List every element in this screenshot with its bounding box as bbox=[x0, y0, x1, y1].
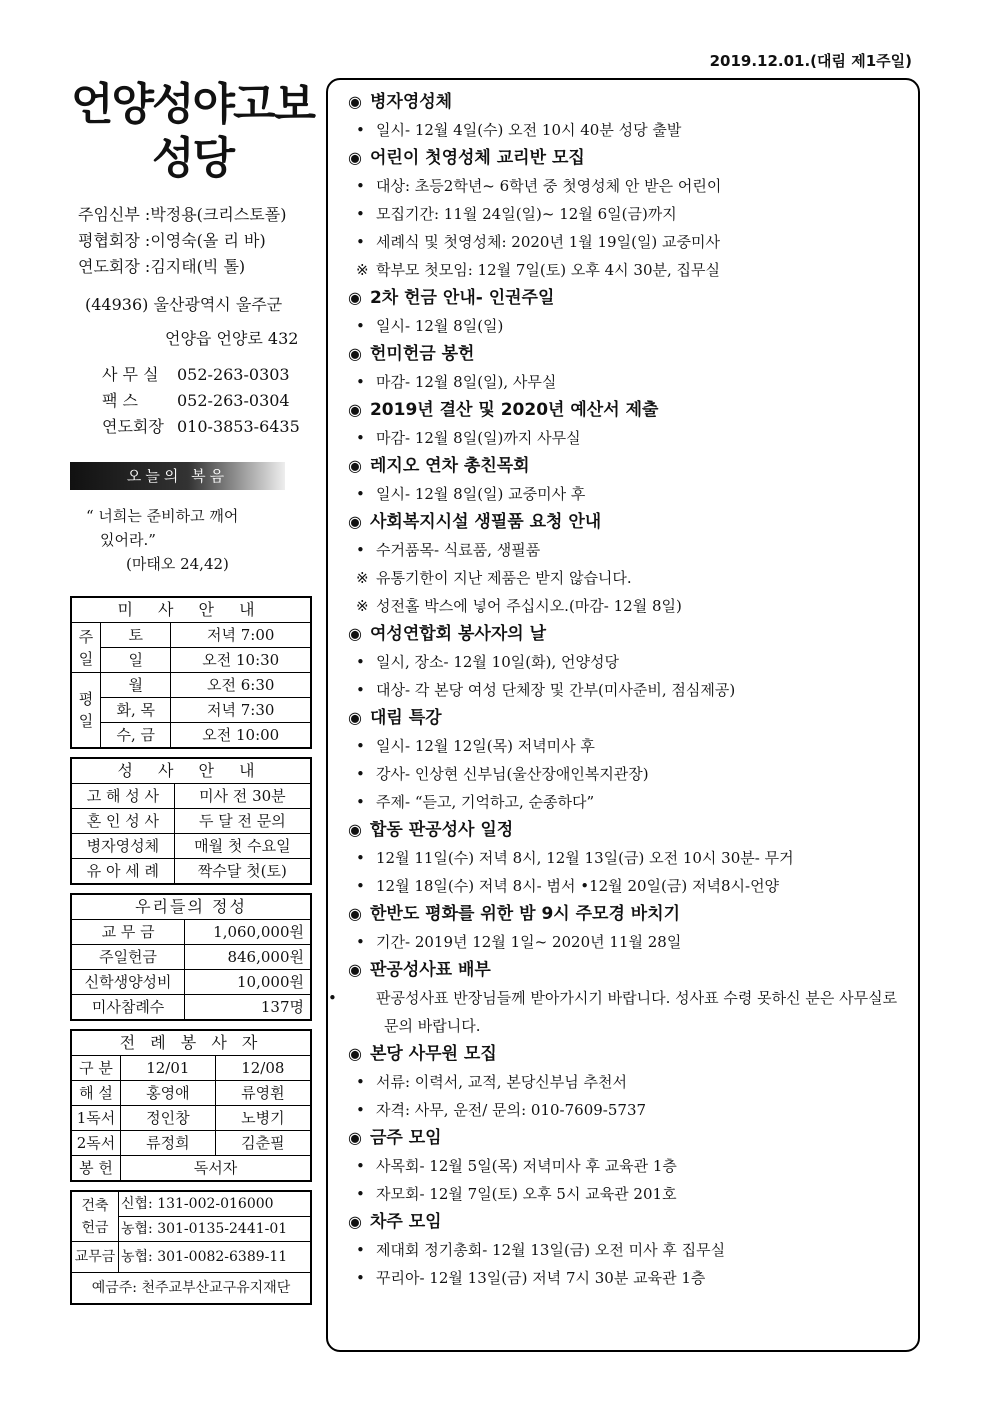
account-table: 건축 헌금 신협: 131-002-016000 농협: 301-0135-2441-01 교무금 농협: 301-0082-6389-11 예금주: 천주교부산교구유지재단 bbox=[70, 1190, 312, 1305]
notice-title: ◉ 헌미헌금 봉헌 bbox=[348, 344, 475, 364]
gospel-header: 오늘의 복음 bbox=[70, 462, 285, 490]
contact-row: 사 무 실 052-263-0303 bbox=[102, 365, 290, 384]
notice-title: ◉ 대림 특강 bbox=[348, 708, 442, 728]
notice-line: • 마감- 12월 8일(일), 사무실 bbox=[356, 373, 557, 391]
address: (44936) 울산광역시 울주군 언양읍 언양로 432 bbox=[85, 295, 299, 348]
notice-line: • 일시- 12월 12일(목) 저녁미사 후 bbox=[356, 737, 595, 755]
notice-title: ◉ 사회복지시설 생필품 요청 안내 bbox=[348, 512, 602, 532]
contact-list bbox=[70, 362, 315, 440]
notice-title: ◉ 레지오 연차 총친목회 bbox=[348, 456, 530, 476]
bullseye-icon: ◉ bbox=[348, 960, 362, 979]
notice-line: • 마감- 12월 8일(일)까지 사무실 bbox=[356, 429, 581, 447]
notice-line: • 12월 11일(수) 저녁 8시, 12월 13일(금) 오전 10시 30분- 무거 bbox=[356, 849, 794, 867]
notice-line: • 세례식 및 첫영성체: 2020년 1월 19일(일) 교중미사 bbox=[356, 233, 721, 251]
notice-title: ◉ 여성연합회 봉사자의 날 bbox=[348, 624, 547, 644]
notice-line: • 일시- 12월 8일(일) 교중미사 후 bbox=[356, 485, 586, 503]
notice-title: ◉ 병자영성체 bbox=[348, 92, 453, 112]
issue-date: 2019.12.01.(대림 제1주일) bbox=[709, 52, 912, 70]
bullseye-icon: ◉ bbox=[348, 288, 362, 307]
sacrament-table: 성 사 안 내 고 해 성 사 미사 전 30분 혼 인 성 사 두 달 전 문의 병자영성체 매월 첫 수요일 유 아 세 례 짝수달 첫(토) bbox=[70, 757, 312, 885]
staff-row: 연도회장 :김지태(빅 톨) bbox=[78, 257, 246, 276]
notice-line: • 사목회- 12월 5일(목) 저녁미사 후 교육관 1층 bbox=[356, 1157, 677, 1175]
notice-line: • 주제- “듣고, 기억하고, 순종하다” bbox=[356, 793, 595, 811]
notice-line: • 대상- 각 본당 여성 단체장 및 간부(미사준비, 점심제공) bbox=[356, 681, 736, 699]
parish-title bbox=[70, 78, 315, 186]
notice-title: ◉ 본당 사무원 모집 bbox=[348, 1044, 497, 1064]
notice-line: • 서류: 이력서, 교적, 본당신부님 추천서 bbox=[356, 1073, 628, 1091]
notice-title: ◉ 판공성사표 배부 bbox=[348, 960, 491, 980]
notice-line: • 일시- 12월 4일(수) 오전 10시 40분 성당 출발 bbox=[356, 121, 682, 139]
notice-title: ◉ 차주 모임 bbox=[348, 1212, 442, 1232]
left-column bbox=[70, 78, 315, 1305]
staff-list bbox=[70, 202, 315, 280]
notice-line: • 일시- 12월 8일(일) bbox=[356, 317, 504, 335]
notice-line: • 자격: 사무, 운전/ 문의: 010-7609-5737 bbox=[356, 1101, 647, 1119]
bullseye-icon: ◉ bbox=[348, 1212, 362, 1231]
mass-table: 미 사 안 내 주일 토 저녁 7:00 일 오전 10:30 평일 월 오전 6:30 화, 목 저녁 7:30 수, 금 오전 10:00 bbox=[70, 596, 312, 749]
bullseye-icon: ◉ bbox=[348, 904, 362, 923]
gospel-quote: “ 너희는 준비하고 깨어 있어라.” (마태오 24,42) bbox=[86, 507, 239, 573]
notice-line: • 모집기간: 11월 24일(일)~ 12월 6일(금)까지 bbox=[356, 205, 677, 223]
bullseye-icon: ◉ bbox=[348, 92, 362, 111]
bullseye-icon: ◉ bbox=[348, 820, 362, 839]
notice-line: ※ 성전홀 박스에 넣어 주십시오.(마감- 12월 8일) bbox=[356, 597, 682, 615]
bullseye-icon: ◉ bbox=[348, 708, 362, 727]
notice-line: • 강사- 인상현 신부님(울산장애인복지관장) bbox=[356, 765, 649, 783]
notice-title: ◉ 한반도 평화를 위한 밤 9시 주모경 바치기 bbox=[348, 904, 681, 924]
notice-line: • 자모회- 12월 7일(토) 오후 5시 교육관 201호 bbox=[356, 1185, 677, 1203]
notice-line: • 12월 18일(수) 저녁 8시- 범서 •12월 20일(금) 저녁8시-언양 bbox=[356, 877, 780, 895]
contact-row: 팩 스 052-263-0304 bbox=[102, 391, 290, 410]
contact-row: 연도회장 010-3853-6435 bbox=[102, 417, 300, 436]
bullseye-icon: ◉ bbox=[348, 148, 362, 167]
notice-title: ◉ 합동 판공성사 일정 bbox=[348, 820, 514, 840]
notice-line: • 기간- 2019년 12월 1일~ 2020년 11월 28일 bbox=[356, 933, 682, 951]
notice-list bbox=[328, 88, 908, 1292]
notice-title: ◉ 금주 모임 bbox=[348, 1128, 442, 1148]
notice-line: • 수거품목- 식료품, 생필품 bbox=[356, 541, 541, 559]
bullseye-icon: ◉ bbox=[348, 512, 362, 531]
bullseye-icon: ◉ bbox=[348, 400, 362, 419]
bullseye-icon: ◉ bbox=[348, 456, 362, 475]
notice-line: • 판공성사표 반장님들께 받아가시기 바랍니다. 성사표 수령 못하신 분은 사무실로 문의 바랍니다. bbox=[328, 989, 898, 1035]
bullseye-icon: ◉ bbox=[348, 1044, 362, 1063]
parish-title-line2: 성당 bbox=[151, 133, 233, 184]
mass-group-label: 평일 bbox=[71, 673, 101, 749]
notice-line: • 일시, 장소- 12월 10일(화), 언양성당 bbox=[356, 653, 619, 671]
notice-title: ◉ 2차 헌금 안내- 인권주일 bbox=[348, 288, 555, 308]
notice-line: • 꾸리아- 12월 13일(금) 저녁 7시 30분 교육관 1층 bbox=[356, 1269, 706, 1287]
offering-table: 우리들의 정성 교 무 금 1,060,000원 주일헌금 846,000원 신학생양성비 10,000원 미사참례수 137명 bbox=[70, 893, 312, 1021]
staff-row: 주임신부 :박정용(크리스토폴) bbox=[78, 205, 287, 224]
building-fund-label: 건축 헌금 bbox=[71, 1191, 119, 1242]
bullseye-icon: ◉ bbox=[348, 1128, 362, 1147]
notice-title: ◉ 2019년 결산 및 2020년 예산서 제출 bbox=[348, 400, 659, 420]
notice-line: ※ 학부모 첫모임: 12월 7일(토) 오후 4시 30분, 집무실 bbox=[356, 261, 721, 279]
notice-line: • 대상: 초등2학년~ 6학년 중 첫영성체 안 받은 어린이 bbox=[356, 177, 722, 195]
notice-line: ※ 유통기한이 지난 제품은 받지 않습니다. bbox=[356, 569, 632, 587]
bullseye-icon: ◉ bbox=[348, 624, 362, 643]
service-table: 전 례 봉 사 자 구 분 12/01 12/08 해 설 홍영애 류영휜 1독서 정인창 노병기 2독서 류정희 김춘필 봉 헌 독서자 bbox=[70, 1029, 312, 1182]
parish-title-line1: 언양성야고보 bbox=[70, 79, 315, 130]
notice-title: ◉ 어린이 첫영성체 교리반 모집 bbox=[348, 148, 585, 168]
bullseye-icon: ◉ bbox=[348, 344, 362, 363]
notice-line: • 제대회 정기총회- 12월 13일(금) 오전 미사 후 집무실 bbox=[356, 1241, 726, 1259]
mass-group-label: 주일 bbox=[71, 623, 101, 673]
staff-row: 평협회장 :이영숙(올 리 바) bbox=[78, 231, 266, 250]
